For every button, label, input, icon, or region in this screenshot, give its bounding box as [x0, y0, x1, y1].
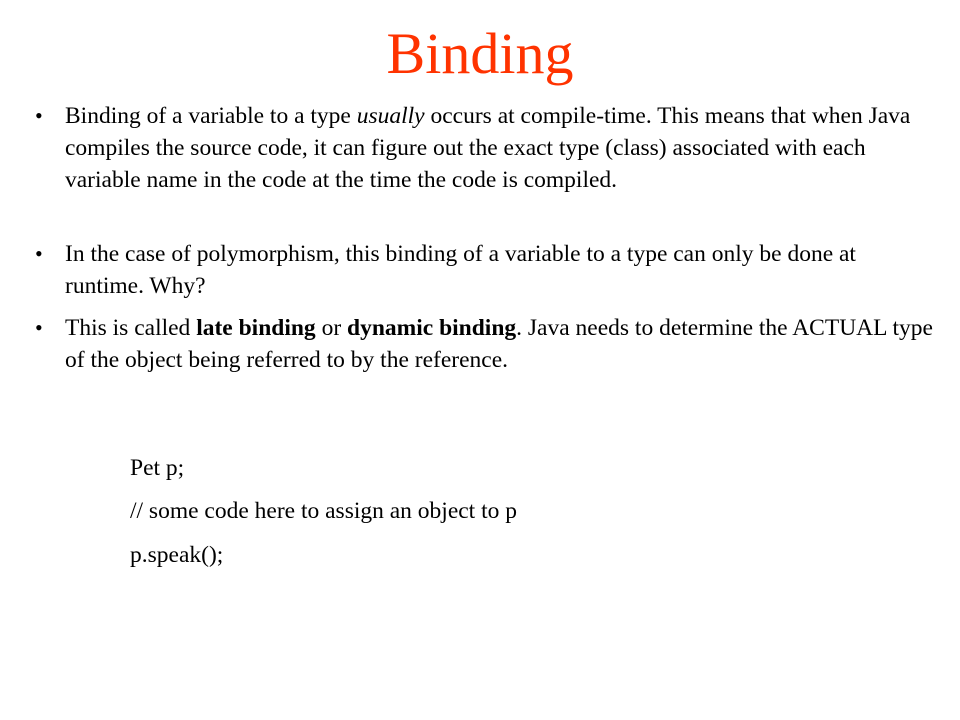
- bullet-item: [0, 100, 960, 228]
- slide-title: Binding: [386, 21, 574, 86]
- bullet-text-mid: or: [315, 315, 348, 341]
- bullet-text: In the case of polymorphism, this binding of a variable to a type can only be done at runtime. Why?: [65, 241, 856, 299]
- bullet-text-italic: usually: [356, 103, 425, 129]
- bullet-item: [0, 312, 960, 376]
- bullet-text-bold: dynamic binding: [347, 315, 517, 341]
- code-line: Pet p;: [130, 455, 185, 481]
- bullet-item: [0, 238, 960, 302]
- bullet-dot-icon: •: [35, 103, 43, 128]
- bullet-text-pre: Binding of a variable to a type: [65, 103, 357, 129]
- bullet-text-post: . Java needs to determine the ACTUAL type of the object being referred to by the reference.: [65, 315, 933, 373]
- bullet-text-bold: late binding: [196, 315, 316, 341]
- bullet-dot-icon: •: [35, 241, 43, 266]
- code-line: // some code here to assign an object to p: [130, 498, 517, 524]
- bullet-dot-icon: •: [35, 315, 43, 340]
- bullet-text-post: occurs at compile-time. This means that when Java compiles the source code, it can figure out the exact type (class) associated with each variable name in the code at the time the code is compiled.: [65, 103, 911, 193]
- bullet-text-pre: This is called: [65, 315, 197, 341]
- code-line: p.speak();: [130, 542, 224, 568]
- bullet-list: [0, 100, 960, 386]
